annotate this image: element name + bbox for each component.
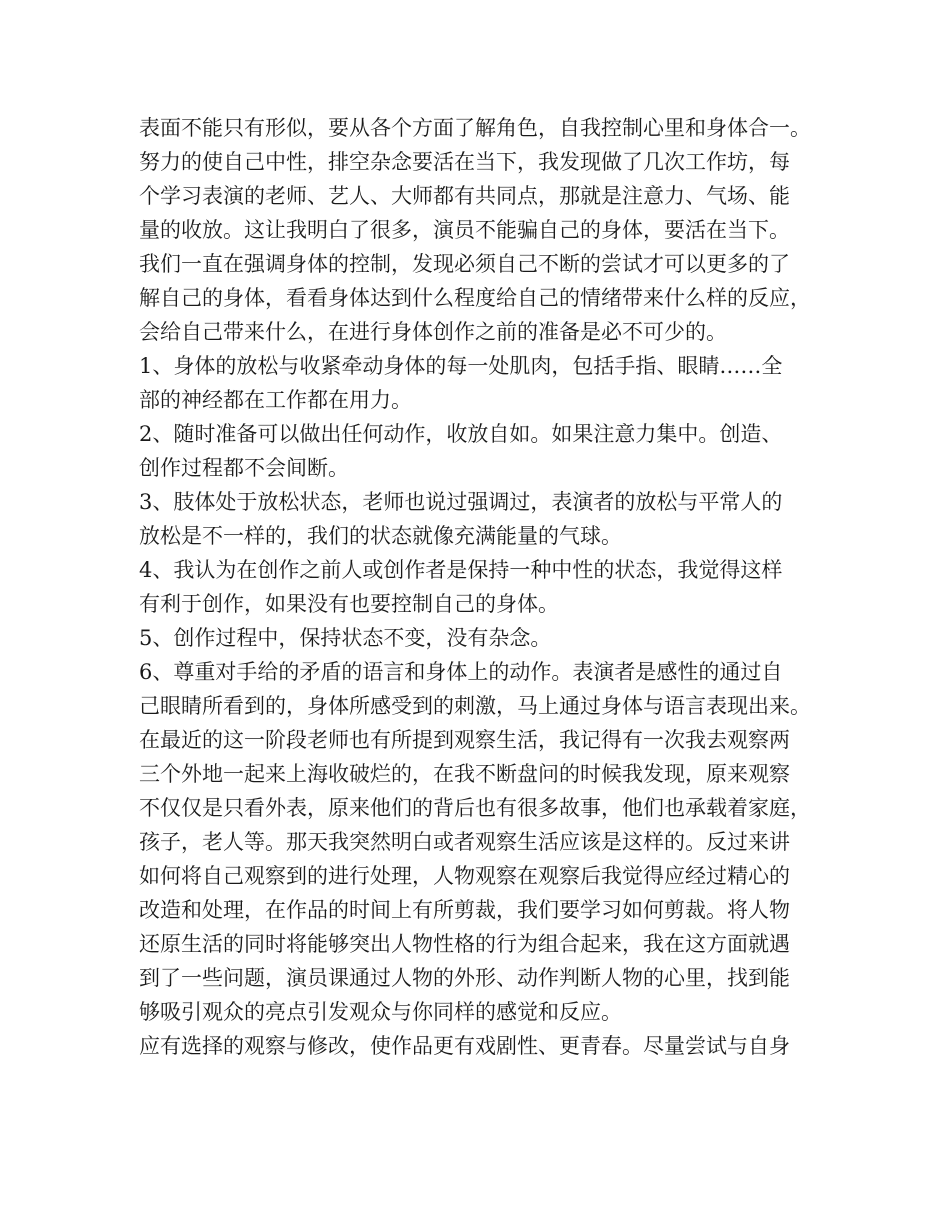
text-line: 不仅仅是只看外表，原来他们的背后也有很多故事，他们也承载着家庭， bbox=[139, 796, 811, 820]
list-item-line: 部的神经都在工作都在用力。 bbox=[139, 388, 412, 412]
list-item-line: 创作过程都不会间断。 bbox=[139, 456, 349, 480]
text-line: 会给自己带来什么，在进行身体创作之前的准备是必不可少的。 bbox=[139, 320, 727, 344]
list-item-line: 3、肢体处于放松状态，老师也说过强调过，表演者的放松与平常人的 bbox=[139, 490, 783, 514]
text-line: 量的收放。这让我明白了很多，演员不能骗自己的身体，要活在当下。 bbox=[139, 218, 790, 242]
text-line: 解自己的身体，看看身体达到什么程度给自己的情绪带来什么样的反应， bbox=[139, 286, 811, 310]
text-line: 应有选择的观察与修改，使作品更有戏剧性、更青春。尽量尝试与自身 bbox=[139, 1034, 790, 1058]
text-line: 三个外地一起来上海收破烂的，在我不断盘问的时候我发现，原来观察 bbox=[139, 762, 790, 786]
text-line: 改造和处理，在作品的时间上有所剪裁，我们要学习如何剪裁。将人物 bbox=[139, 898, 790, 922]
document-body-text bbox=[139, 111, 829, 1063]
text-line: 还原生活的同时将能够突出人物性格的行为组合起来，我在这方面就遇 bbox=[139, 932, 790, 956]
list-item-line: 1、身体的放松与收紧牵动身体的每一处肌肉，包括手指、眼睛……全 bbox=[139, 354, 783, 378]
text-line: 孩子，老人等。那天我突然明白或者观察生活应该是这样的。反过来讲 bbox=[139, 830, 790, 854]
text-line: 够吸引观众的亮点引发观众与你同样的感觉和反应。 bbox=[139, 1000, 622, 1024]
text-line: 如何将自己观察到的进行处理，人物观察在观察后我觉得应经过精心的 bbox=[139, 864, 790, 888]
list-item-line: 4、我认为在创作之前人或创作者是保持一种中性的状态，我觉得这样 bbox=[139, 558, 783, 582]
text-line: 表面不能只有形似，要从各个方面了解角色，自我控制心里和身体合一。 bbox=[139, 116, 811, 140]
text-line: 到了一些问题，演员课通过人物的外形、动作判断人物的心里，找到能 bbox=[139, 966, 790, 990]
list-item-line: 6、尊重对手给的矛盾的语言和身体上的动作。表演者是感性的通过自 bbox=[139, 660, 783, 684]
list-item-line: 有利于创作，如果没有也要控制自己的身体。 bbox=[139, 592, 559, 616]
text-line: 我们一直在强调身体的控制，发现必须自己不断的尝试才可以更多的了 bbox=[139, 252, 790, 276]
list-item-line: 放松是不一样的，我们的状态就像充满能量的气球。 bbox=[139, 524, 622, 548]
list-item-line: 5、创作过程中，保持状态不变，没有杂念。 bbox=[139, 626, 552, 650]
text-line: 在最近的这一阶段老师也有所提到观察生活，我记得有一次我去观察两 bbox=[139, 728, 790, 752]
list-item-line: 己眼睛所看到的，身体所感受到的刺激，马上通过身体与语言表现出来。 bbox=[139, 694, 811, 718]
list-item-line: 2、随时准备可以做出任何动作，收放自如。如果注意力集中。创造、 bbox=[139, 422, 783, 446]
text-line: 个学习表演的老师、艺人、大师都有共同点，那就是注意力、气场、能 bbox=[139, 184, 790, 208]
text-line: 努力的使自己中性，排空杂念要活在当下，我发现做了几次工作坊，每 bbox=[139, 150, 790, 174]
